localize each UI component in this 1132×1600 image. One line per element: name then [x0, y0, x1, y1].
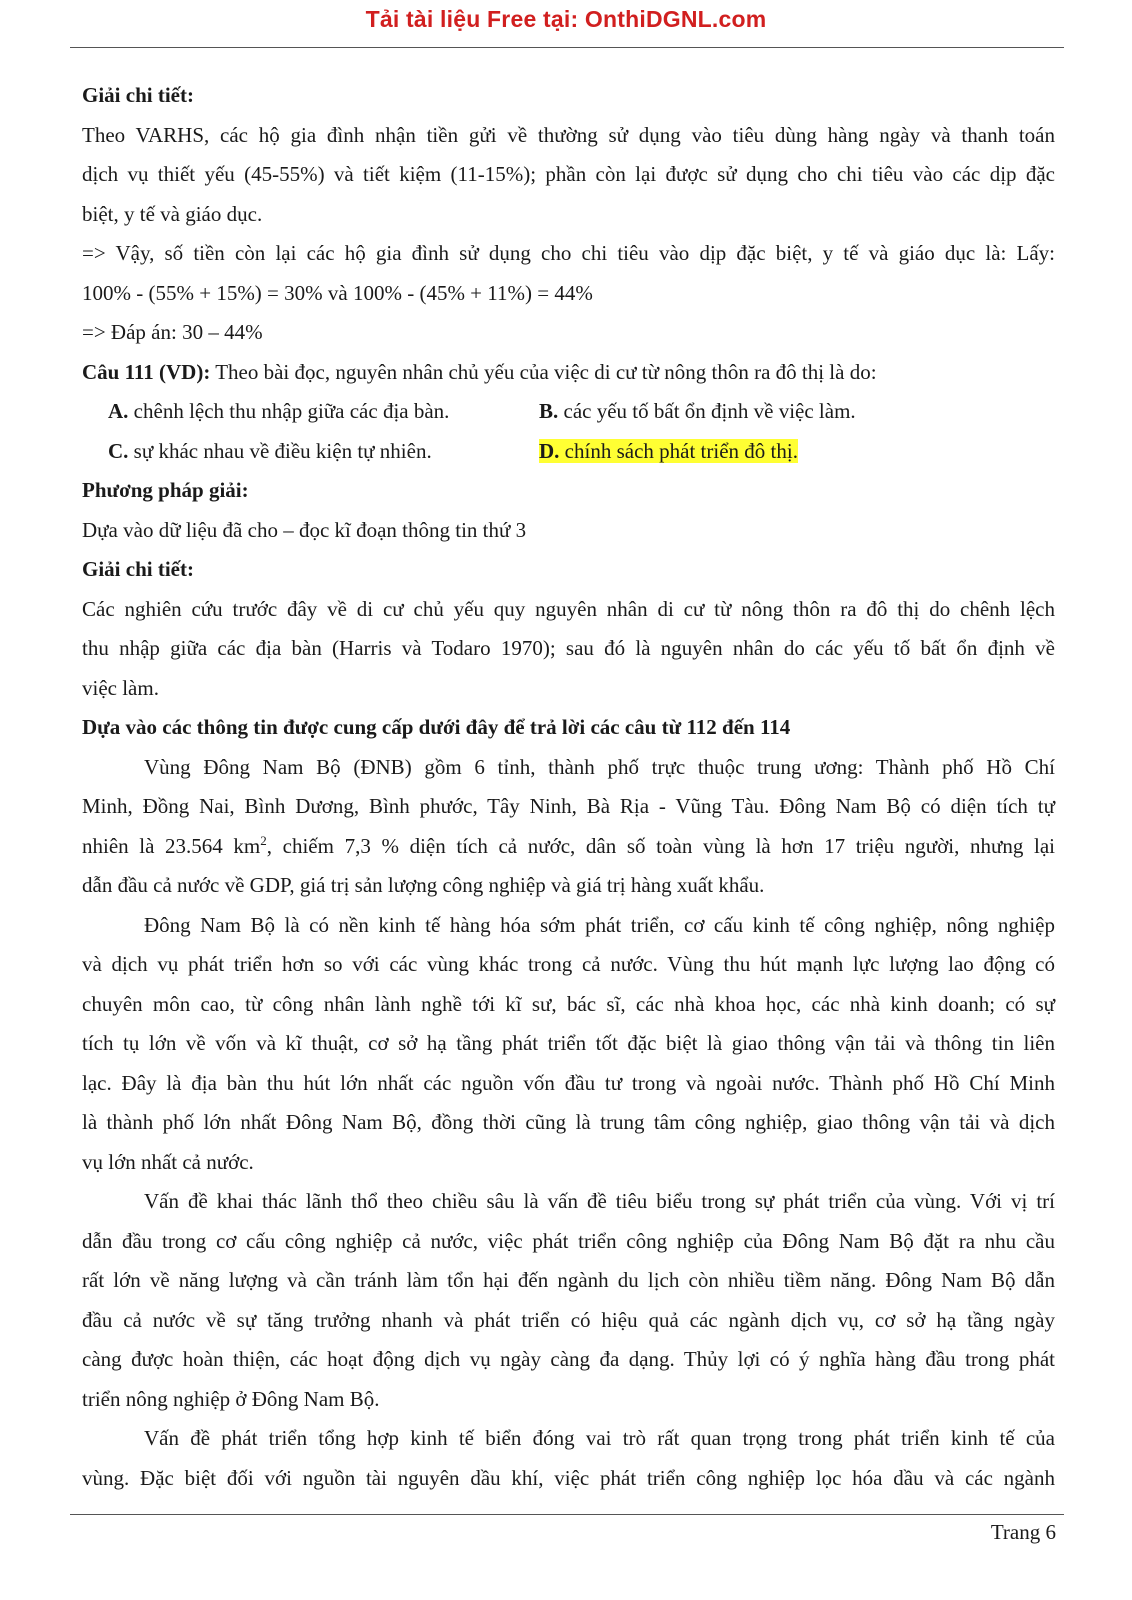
text-line: Vấn đề khai thác lãnh thổ theo chiều sâu là vấn đề tiêu biểu trong sự phát triển của vùng. Với vị trí [144, 1189, 1055, 1213]
text-line: => Vậy, số tiền còn lại các hộ gia đình sử dụng cho chi tiêu vào dịp đặc biệt, y tế và giáo dục là: Lấy: [82, 241, 1055, 265]
text-line: vụ lớn nhất cả nước. [82, 1149, 254, 1174]
text-line: và dịch vụ phát triển hơn so với các vùng khác trong cả nước. Vùng thu hút mạnh lực lượng lao động có [82, 952, 1055, 976]
option-text: các yếu tố bất ổn định về việc làm. [558, 399, 856, 423]
text-line: Đông Nam Bộ là có nền kinh tế hàng hóa sớm phát triển, cơ cấu kinh tế công nghiệp, nông nghiệp [144, 912, 1055, 937]
option-letter: A. [108, 399, 129, 423]
text-line: Vấn đề phát triển tổng hợp kinh tế biển đóng vai trò rất quan trọng trong phát triển kinh tế của [144, 1426, 1055, 1450]
text-fragment: nhiên là 23.564 km [82, 833, 261, 858]
text-line: đầu cả nước về sự tăng trưởng nhanh và phát triển có hiệu quả các ngành dịch vụ, cơ sở hạ tầng ngày [82, 1307, 1055, 1332]
header-divider [70, 47, 1064, 48]
text-fragment: , chiếm 7,3 % diện tích cả nước, dân số toàn vùng là hơn 17 triệu người, nhưng lại [266, 833, 1056, 858]
option-letter: B. [539, 399, 559, 423]
text-line: càng được hoàn thiện, các hoạt động dịch vụ ngày càng đa dạng. Thủy lợi có ý nghĩa hàng đầu trong phát [82, 1347, 1055, 1371]
text-line: việc làm. [82, 675, 159, 700]
option-text: chênh lệch thu nhập giữa các địa bàn. [128, 399, 450, 423]
option-letter: D. [539, 438, 560, 463]
text-line: Theo VARHS, các hộ gia đình nhận tiền gửi về thường sử dụng vào tiêu dùng hàng ngày và thanh toán [82, 122, 1055, 147]
document-body [82, 76, 1055, 1498]
section-heading: Giải chi tiết: [82, 83, 194, 107]
text-line: lạc. Đây là địa bàn thu hút lớn nhất các nguồn vốn đầu tư trong và ngoài nước. Thành phố Hồ Chí Minh [82, 1070, 1055, 1095]
section-heading: Giải chi tiết: [82, 557, 194, 581]
passage-intro: Dựa vào các thông tin được cung cấp dưới đây để trả lời các câu từ 112 đến 114 [82, 715, 791, 739]
text-line: Vùng Đông Nam Bộ (ĐNB) gồm 6 tỉnh, thành phố trực thuộc trung ương: Thành phố Hồ Chí [144, 754, 1055, 779]
option-text: sự khác nhau về điều kiện tự nhiên. [128, 438, 432, 463]
method-heading: Phương pháp giải: [82, 478, 249, 502]
text-line: thu nhập giữa các địa bàn (Harris và Todaro 1970); sau đó là nguyên nhân do các yếu tố bất ổn định về [82, 636, 1055, 660]
text-line: dịch vụ thiết yếu (45-55%) và tiết kiệm (11-15%); phần còn lại được sử dụng cho chi tiêu vào các dịp đặc [82, 162, 1055, 186]
option-a [108, 392, 539, 432]
text-line: rất lớn về năng lượng và cần tránh làm tổn hại đến ngành du lịch còn nhiều tiềm năng. Đông Nam Bộ dẫn [82, 1268, 1055, 1292]
text-line: tích tụ lớn về vốn và kĩ thuật, cơ sở hạ tầng phát triển tốt đặc biệt là giao thông vận tải và thông tin liên [82, 1031, 1055, 1055]
option-text: chính sách phát triển đô thị. [559, 438, 798, 463]
text-line-area [82, 827, 1055, 867]
option-d-answer [539, 432, 798, 472]
question-label: Câu 111 (VD): [82, 359, 211, 384]
text-line: 100% - (55% + 15%) = 30% và 100% - (45% + 11%) = 44% [82, 280, 593, 305]
method-text: Dựa vào dữ liệu đã cho – đọc kĩ đoạn thông tin thứ 3 [82, 517, 527, 542]
text-line: biệt, y tế và giáo dục. [82, 201, 263, 226]
site-link-header[interactable]: Tải tài liệu Free tại: OnthiDGNL.com [365, 6, 767, 32]
option-b [539, 392, 856, 432]
text-line: là thành phố lớn nhất Đông Nam Bộ, đồng thời cũng là trung tâm công nghiệp, giao thông vận tải và dịch [82, 1110, 1055, 1134]
option-letter: C. [108, 438, 129, 463]
text-line: => Đáp án: 30 – 44% [82, 320, 263, 344]
superscript: 2 [260, 832, 267, 848]
footer-divider [70, 1514, 1064, 1515]
option-c [108, 432, 539, 472]
question-text: Theo bài đọc, nguyên nhân chủ yếu của việc di cư từ nông thôn ra đô thị là do: [210, 359, 877, 384]
options-row [82, 432, 1055, 472]
text-line: Các nghiên cứu trước đây về di cư chủ yếu quy nguyên nhân di cư từ nông thôn ra đô thị do chênh lệch [82, 596, 1055, 621]
text-line: dẫn đầu trong cơ cấu công nghiệp cả nước, việc phát triển công nghiệp của Đông Nam Bộ đặt ra nhu cầu [82, 1228, 1055, 1253]
text-line: vùng. Đặc biệt đối với nguồn tài nguyên dầu khí, việc phát triển công nghiệp lọc hóa dầu và các ngành [82, 1465, 1055, 1490]
text-line: dẫn đầu cả nước về GDP, giá trị sản lượng công nghiệp và giá trị hàng xuất khẩu. [82, 873, 765, 897]
text-line: triển nông nghiệp ở Đông Nam Bộ. [82, 1386, 380, 1411]
text-line: chuyên môn cao, từ công nhân lành nghề tới kĩ sư, bác sĩ, các nhà khoa học, các nhà kinh doanh; có sự [82, 991, 1055, 1016]
text-line: Minh, Đồng Nai, Bình Dương, Bình phước, Tây Ninh, Bà Rịa - Vũng Tàu. Đông Nam Bộ có diện tích tự [82, 794, 1055, 818]
question-111 [82, 353, 1055, 393]
options-row [82, 392, 1055, 432]
page-number: Trang 6 [990, 1520, 1056, 1544]
